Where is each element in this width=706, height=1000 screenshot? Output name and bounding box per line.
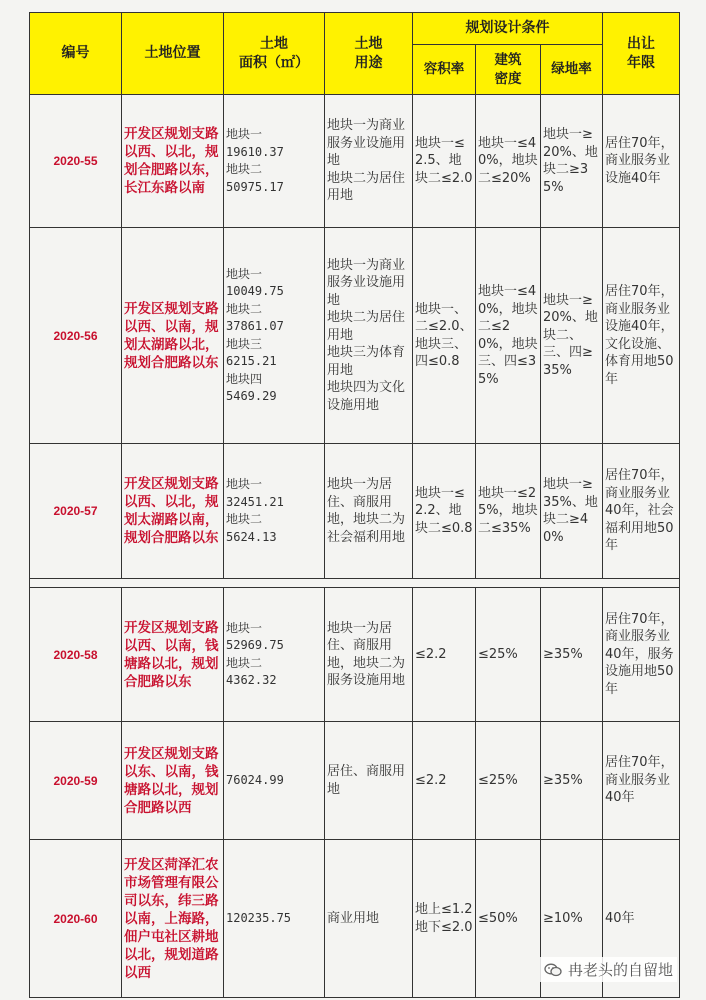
parcel-id: 2020-59 (30, 722, 122, 840)
parcel-id: 2020-60 (30, 840, 122, 998)
parcel-term: 40年 (603, 840, 680, 998)
parcel-use: 居住、商服用地 (325, 722, 413, 840)
header-green: 绿地率 (541, 45, 603, 95)
parcel-location: 开发区菏泽汇农市场管理有限公司以东，纬三路以南，上海路，佃户屯社区耕地以北，规划道路以西 (122, 840, 224, 998)
header-use: 土地 用途 (325, 13, 413, 95)
parcel-use: 地块一为居住、商服用地，地块二为服务设施用地 (325, 588, 413, 722)
parcel-density: ≤50% (476, 840, 541, 998)
header-density: 建筑 密度 (476, 45, 541, 95)
parcel-density: 地块一≤40%，地块二≤20%，地块三、四≤35% (476, 228, 541, 444)
header-term: 出让 年限 (603, 13, 680, 95)
parcel-area: 地块一 10049.75 地块二 37861.07 地块三 6215.21 地块四 5469.29 (224, 228, 325, 444)
parcel-area: 地块一 19610.37 地块二 50975.17 (224, 95, 325, 228)
parcel-far: 地块一、二≤2.0、地块三、四≤0.8 (413, 228, 476, 444)
parcel-term: 居住70年，商业服务业设施40年 (603, 95, 680, 228)
header-id: 编号 (30, 13, 122, 95)
parcel-location: 开发区规划支路以西、以南，钱塘路以北，规划合肥路以东 (122, 588, 224, 722)
parcel-green: ≥35% (541, 588, 603, 722)
parcel-far: 地块一≤2.2、地块二≤0.8 (413, 444, 476, 579)
table-row (30, 444, 680, 579)
parcel-area: 地块一 52969.75 地块二 4362.32 (224, 588, 325, 722)
parcel-green: 地块一≥35%、地块二≥40% (541, 444, 603, 579)
table-row (30, 722, 680, 840)
parcel-use: 商业用地 (325, 840, 413, 998)
header-location: 土地位置 (122, 13, 224, 95)
parcel-area: 地块一 32451.21 地块二 5624.13 (224, 444, 325, 579)
header-conditions: 规划设计条件 (413, 13, 603, 45)
table-row (30, 588, 680, 722)
parcel-far: 地块一≤2.5、地块二≤2.0 (413, 95, 476, 228)
parcel-green: 地块一≥20%、地块二≥35% (541, 95, 603, 228)
parcel-density: 地块一≤40%，地块二≤20% (476, 95, 541, 228)
page-gap (30, 579, 680, 588)
table-row (30, 95, 680, 228)
watermark-text: 冉老头的自留地 (568, 961, 674, 979)
parcel-term: 居住70年，商业服务业设施40年，文化设施、体育用地50年 (603, 228, 680, 444)
parcel-density: 地块一≤25%，地块二≤35% (476, 444, 541, 579)
parcel-id: 2020-58 (30, 588, 122, 722)
parcel-green: ≥10% (541, 840, 603, 998)
parcel-location: 开发区规划支路以西、以南，规划太湖路以北，规划合肥路以东 (122, 228, 224, 444)
parcel-use: 地块一为商业服务业设施用地 地块二为居住用地 (325, 95, 413, 228)
parcel-id: 2020-57 (30, 444, 122, 579)
parcel-area: 120235.75 (224, 840, 325, 998)
parcel-id: 2020-55 (30, 95, 122, 228)
parcel-term: 居住70年，商业服务业40年，社会福利用地50年 (603, 444, 680, 579)
parcel-far: ≤2.2 (413, 588, 476, 722)
parcel-location: 开发区规划支路以东、以南，钱塘路以北，规划合肥路以西 (122, 722, 224, 840)
parcel-location: 开发区规划支路以西、以北，规划合肥路以东，长江东路以南 (122, 95, 224, 228)
wechat-icon (544, 963, 562, 977)
header-area: 土地 面积（㎡） (224, 13, 325, 95)
parcel-use: 地块一为商业服务业设施用地 地块二为居住用地 地块三为体育用地 地块四为文化设施用地 (325, 228, 413, 444)
parcel-far: 地上≤1.2地下≤2.0 (413, 840, 476, 998)
parcel-green: 地块一≥20%、地块二、三、四≥35% (541, 228, 603, 444)
header-far: 容积率 (413, 45, 476, 95)
parcel-term: 居住70年，商业服务业40年，服务设施用地50年 (603, 588, 680, 722)
parcel-location: 开发区规划支路以西、以北，规划太湖路以南，规划合肥路以东 (122, 444, 224, 579)
table-row (30, 228, 680, 444)
header-row (30, 13, 680, 45)
parcel-id: 2020-56 (30, 228, 122, 444)
parcel-area: 76024.99 (224, 722, 325, 840)
parcel-density: ≤25% (476, 722, 541, 840)
parcel-green: ≥35% (541, 722, 603, 840)
parcel-term: 居住70年，商业服务业40年 (603, 722, 680, 840)
parcel-use: 地块一为居住、商服用地，地块二为社会福利用地 (325, 444, 413, 579)
land-parcel-table (29, 12, 680, 998)
watermark (540, 957, 677, 982)
parcel-density: ≤25% (476, 588, 541, 722)
parcel-far: ≤2.2 (413, 722, 476, 840)
